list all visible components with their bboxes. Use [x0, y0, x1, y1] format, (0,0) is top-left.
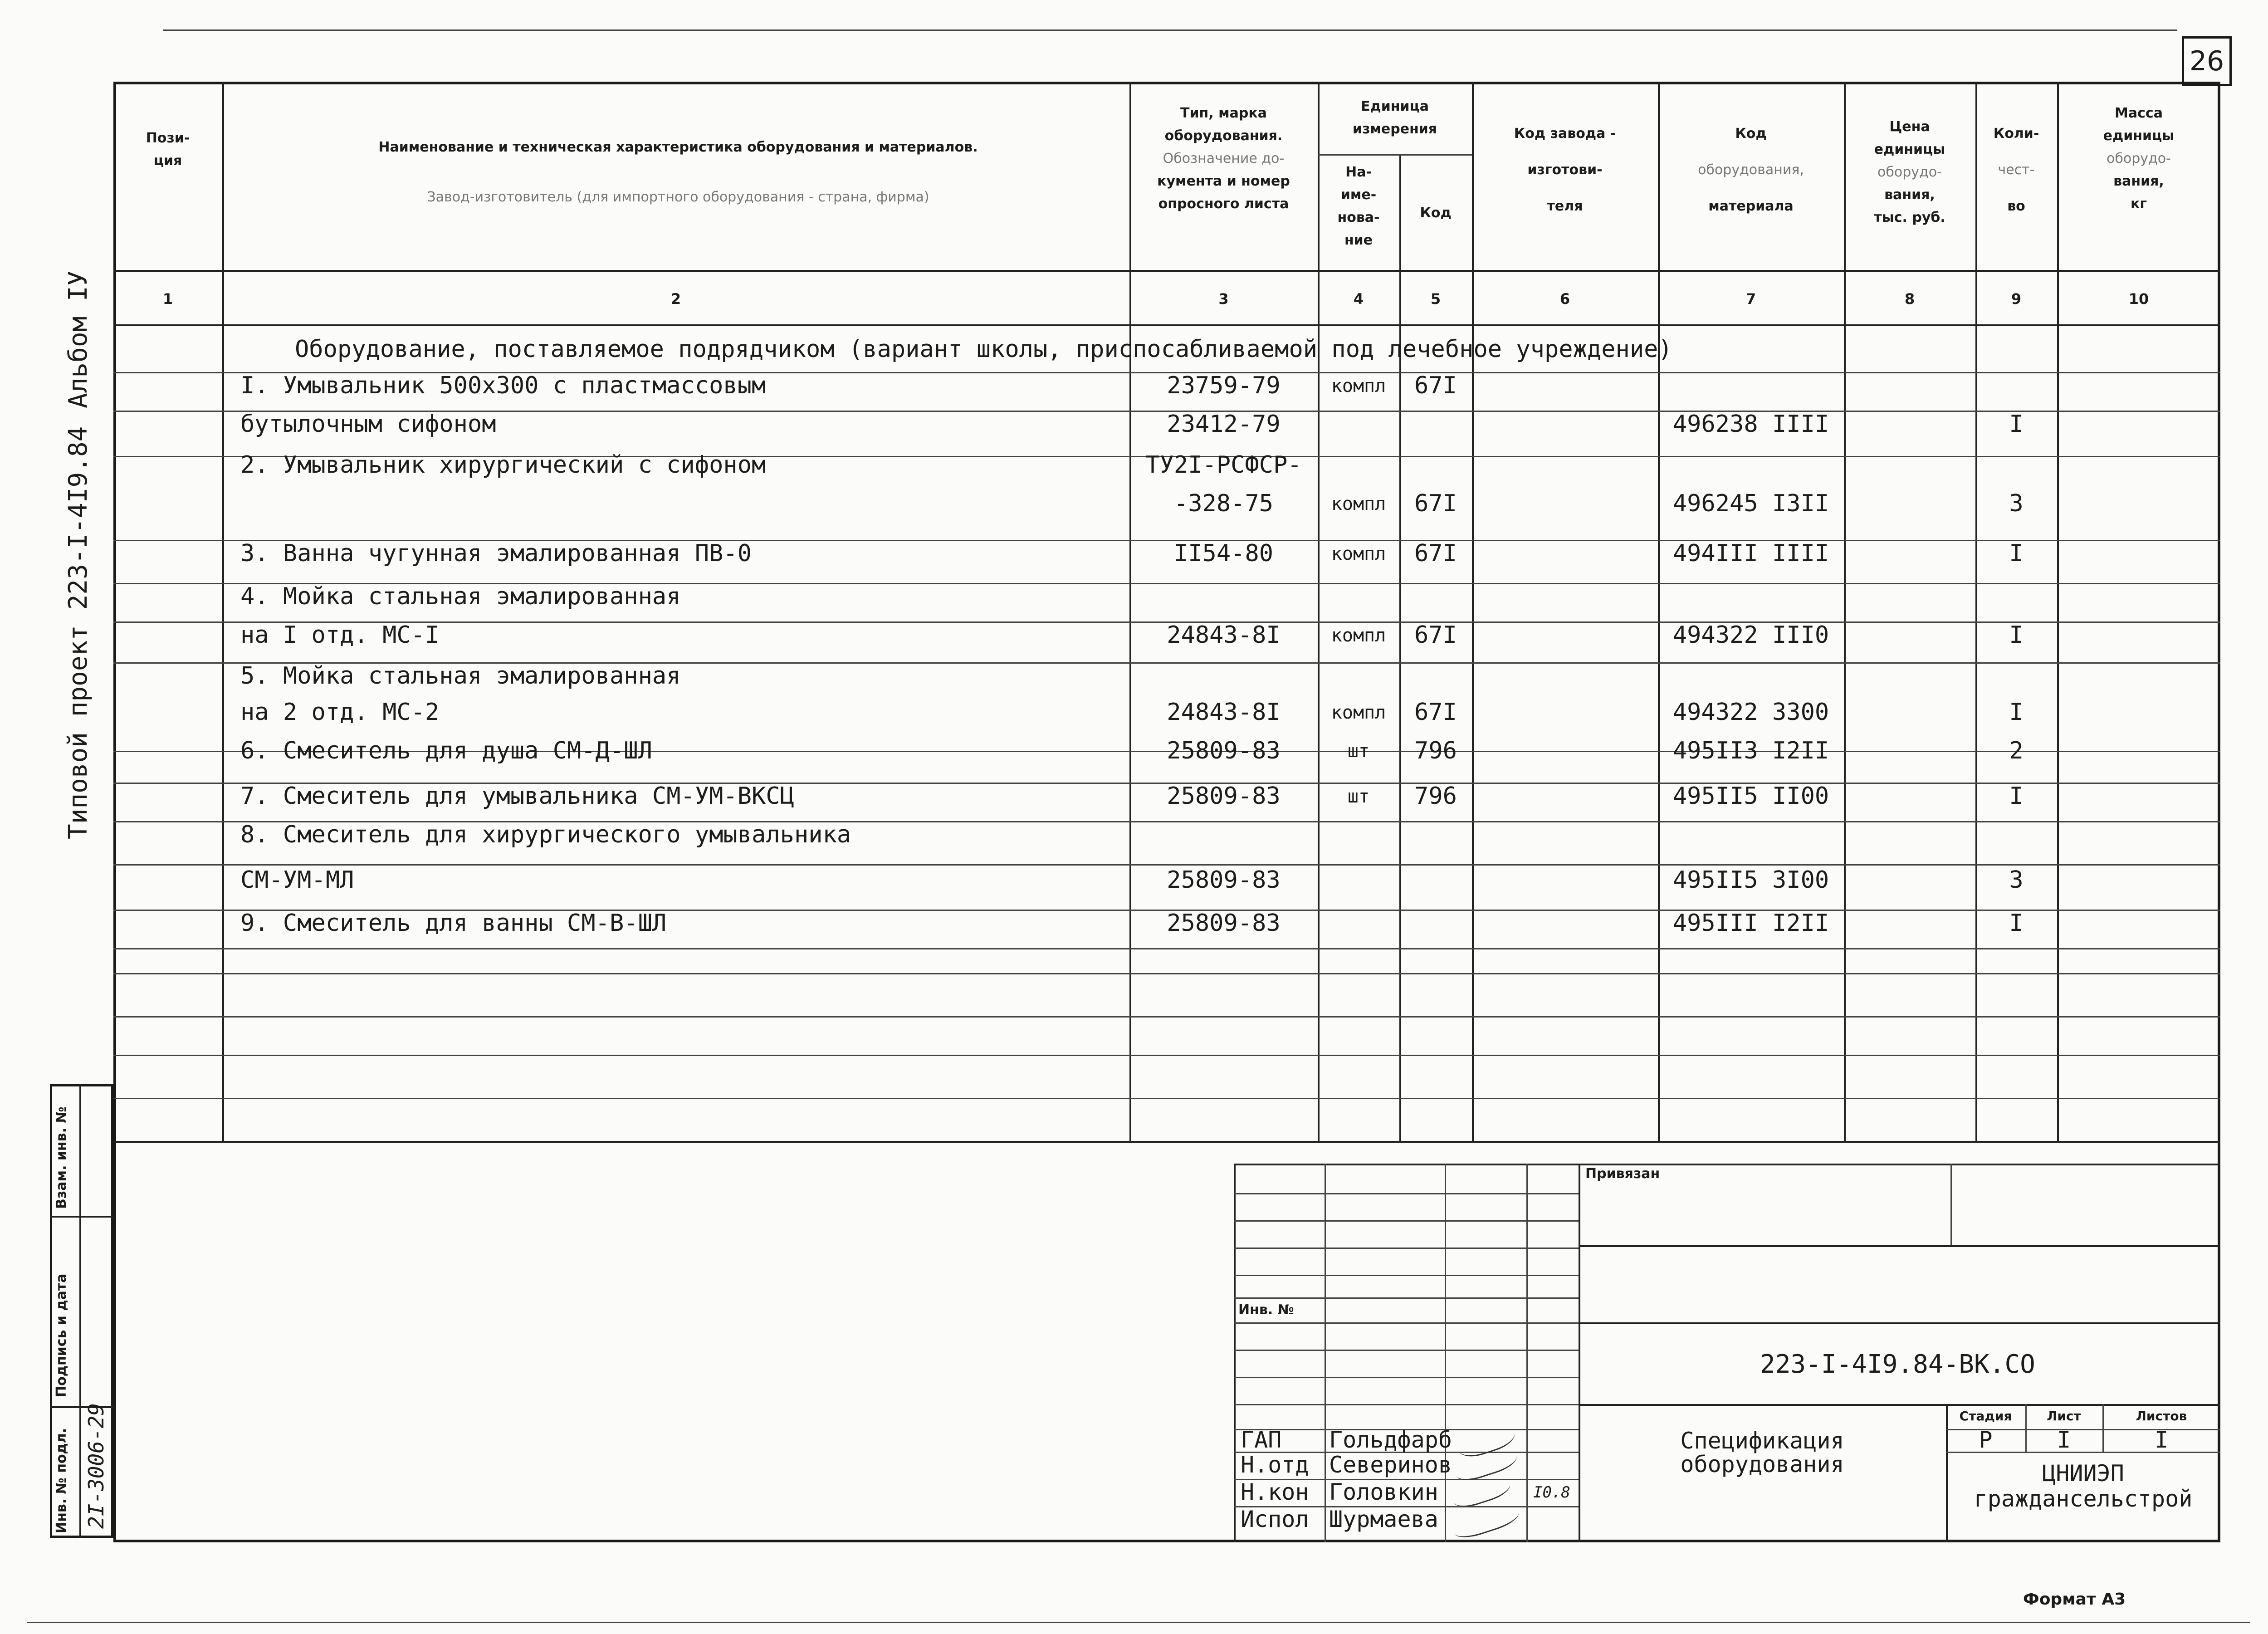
row-rule — [113, 948, 2220, 949]
row-type-doc: 23759-79 — [1167, 372, 1281, 399]
col-line — [1472, 82, 1474, 1141]
sheets-value: I — [2154, 1427, 2169, 1453]
row-unit-name — [1318, 910, 1399, 913]
row-name: на I отд. МС-I — [240, 621, 440, 649]
row-unit-name — [1318, 451, 1399, 455]
colnum-10: 10 — [2128, 290, 2149, 308]
col-line — [2057, 82, 2059, 1141]
stamp-rule — [1579, 1322, 2220, 1324]
sheet-number: 26 — [2189, 45, 2224, 77]
header-name: Наименование и техническая характеристика оборудования и материалов. Завод-изготовитель (для импортного оборудования - страна, фирма) — [378, 139, 978, 205]
privyazan-label: Привязан — [1585, 1166, 1660, 1182]
row-quantity: I — [2009, 699, 2024, 726]
row-type-doc: 25809-83 — [1167, 737, 1281, 764]
row-unit-name: компл — [1331, 494, 1386, 514]
row-name: 9. Смеситель для ванны СМ-В-ШЛ — [240, 910, 667, 937]
row-material-code: 494III IIII — [1672, 540, 1829, 567]
row-material-code: 494322 III0 — [1672, 621, 1829, 649]
row-material-code: 496238 IIII — [1672, 411, 1829, 438]
colnum-8: 8 — [1904, 290, 1915, 308]
row-unit-code: 67I — [1414, 490, 1457, 517]
header-position: Пози- ция — [146, 130, 190, 169]
row-unit-code: 67I — [1414, 540, 1457, 567]
stamp-row-rule — [1234, 1248, 1579, 1249]
row-unit-code: 796 — [1414, 783, 1457, 810]
colnum-2: 2 — [670, 290, 681, 308]
row-type-doc: 25809-83 — [1167, 910, 1281, 937]
row-name: СМ-УМ-МЛ — [240, 866, 354, 894]
top-rule — [163, 29, 2177, 31]
col-line — [1658, 82, 1660, 1141]
header-unit: Единица измерения — [1352, 98, 1437, 137]
row-material-code: 495II5 II00 — [1672, 783, 1829, 810]
sheet-title: Спецификация оборудования — [1680, 1428, 1844, 1477]
colnum-bottom-rule — [113, 324, 2220, 326]
row-quantity: 3 — [2009, 490, 2024, 517]
row-material-code: 495II5 3I00 — [1672, 866, 1829, 894]
row-name: 2. Умывальник хирургический с сифоном — [240, 451, 766, 479]
row-rule — [113, 1055, 2220, 1056]
row-unit-code: 67I — [1414, 621, 1457, 649]
inv-podl-label: Инв. № подл. — [54, 1428, 69, 1533]
format-label: Формат А3 — [2023, 1590, 2126, 1609]
stamp-row-rule — [1234, 1404, 1579, 1405]
row-quantity: I — [2009, 540, 2024, 567]
row-name: 5. Мойка стальная эмалированная — [240, 662, 681, 690]
row-type-doc: 24843-8I — [1167, 699, 1281, 726]
row-type-doc: -328-75 — [1173, 490, 1274, 517]
stamp-person-name: Головкин — [1329, 1479, 1438, 1505]
document-designation: 223-I-4I9.84-ВК.СО — [1760, 1350, 2035, 1379]
row-material-code: 495III I2II — [1672, 910, 1829, 937]
stamp-row-rule — [1234, 1350, 1579, 1351]
row-name: 6. Смеситель для душа СМ-Д-ШЛ — [240, 737, 652, 764]
row-rule — [113, 1098, 2220, 1099]
row-name: 7. Смеситель для умывальника СМ-УМ-ВКСЦ — [240, 783, 794, 810]
row-unit-name: компл — [1331, 625, 1386, 646]
header-unit-code: Код — [1420, 205, 1452, 221]
row-unit-name: шт — [1347, 786, 1370, 807]
stage-label: Стадия — [1959, 1409, 2012, 1424]
row-quantity: I — [2009, 910, 2024, 937]
stamp-person-name: Северинов — [1329, 1452, 1452, 1478]
stamp-col-main — [1579, 1164, 1580, 1542]
colnum-5: 5 — [1430, 290, 1441, 308]
stamp-person-name: Шурмаева — [1329, 1506, 1438, 1532]
left-stamp-row — [50, 1216, 113, 1218]
stamp-row-rule — [1234, 1377, 1579, 1378]
stamp-role: Н.кон — [1241, 1479, 1309, 1505]
row-type-doc: 23412-79 — [1167, 411, 1281, 438]
stamp-rule — [1950, 1164, 1952, 1245]
stamp-row-rule — [1234, 1297, 1579, 1299]
date-note: I0.8 — [1533, 1483, 1570, 1502]
row-type-doc: II54-80 — [1173, 540, 1274, 567]
row-type-doc: 25809-83 — [1167, 783, 1281, 810]
table-bottom-rule — [113, 1141, 2220, 1143]
row-material-code: 496245 I3II — [1672, 490, 1829, 517]
row-type-doc: 25809-83 — [1167, 866, 1281, 894]
row-quantity: I — [2009, 621, 2024, 649]
stamp-row-rule — [1234, 1220, 1579, 1222]
sheet-number-box — [2182, 36, 2232, 86]
stamp-person-name: Гольдфарб — [1329, 1427, 1452, 1453]
row-unit-code: 796 — [1414, 737, 1457, 764]
stamp-row-rule — [1234, 1322, 1579, 1324]
header-mass: Масса единицы оборудо- вания, кг — [2103, 105, 2175, 212]
inv-podl-value: 2I-3006-29 — [84, 1403, 108, 1529]
podpis-data-label: Подпись и дата — [54, 1273, 69, 1397]
row-unit-code: 67I — [1414, 699, 1457, 726]
row-quantity: I — [2009, 783, 2024, 810]
row-unit-name: шт — [1347, 741, 1370, 762]
header-bottom-rule — [113, 270, 2220, 272]
row-type-doc: ТУ2I-РСФСР- — [1145, 451, 1302, 479]
row-quantity: I — [2009, 411, 2024, 438]
colnum-4: 4 — [1353, 290, 1364, 308]
colnum-7: 7 — [1745, 290, 1756, 308]
header-material-code: Код оборудования, материала — [1698, 126, 1804, 214]
stamp-rule — [1579, 1245, 2220, 1247]
organization: ЦНИИЭП граждансельстрой — [1974, 1460, 2193, 1512]
row-type-doc: 24843-8I — [1167, 621, 1281, 649]
colnum-1: 1 — [162, 290, 173, 308]
col-line — [1975, 82, 1977, 1141]
sheets-label: Листов — [2136, 1409, 2187, 1424]
row-unit-name — [1318, 821, 1399, 825]
left-stamp-divider — [79, 1084, 81, 1538]
col-line — [1129, 82, 1131, 1141]
row-unit-name — [1318, 583, 1399, 587]
stage-value: Р — [1979, 1427, 1993, 1453]
row-unit-name — [1318, 662, 1399, 666]
sheet-label: Лист — [2047, 1409, 2081, 1424]
row-rule — [113, 973, 2220, 974]
col-line — [1844, 82, 1846, 1141]
row-unit-name: компл — [1331, 376, 1386, 396]
row-unit-code: 67I — [1414, 372, 1457, 399]
stamp-role: Испол — [1241, 1506, 1309, 1532]
header-price: Цена единицы оборудо- вания, тыс. руб. — [1874, 119, 1945, 225]
row-name: 3. Ванна чугунная эмалированная ПВ-0 — [240, 540, 752, 567]
header-factory-code: Код завода - изготови- теля — [1514, 126, 1616, 214]
row-name: бутылочным сифоном — [240, 411, 496, 438]
row-quantity: 2 — [2009, 737, 2024, 764]
colnum-6: 6 — [1559, 290, 1570, 308]
stamp-rule — [1579, 1404, 2220, 1406]
row-name: I. Умывальник 500х300 с пластмассовым — [240, 372, 766, 399]
bottom-rule — [27, 1622, 2250, 1623]
row-quantity: 3 — [2009, 866, 2024, 894]
header-type-doc: Тип, марка оборудования. Обозначение до- кумента и номер опросного листа — [1157, 105, 1290, 212]
row-name: 4. Мойка стальная эмалированная — [240, 583, 681, 610]
row-material-code: 495II3 I2II — [1672, 737, 1829, 764]
stamp-role: Н.отд — [1241, 1452, 1309, 1478]
colnum-9: 9 — [2011, 290, 2022, 308]
unit-header-rule — [1318, 154, 1472, 156]
row-rule — [113, 864, 2220, 866]
row-unit-name — [1318, 411, 1399, 414]
section-title: Оборудование, поставляемое подрядчиком (вариант школы, приспосабливаемой под лечебное учреждение) — [295, 336, 1672, 363]
colnum-3: 3 — [1218, 290, 1229, 308]
inv-no-label: Инв. № — [1238, 1302, 1294, 1318]
row-name: на 2 отд. МС-2 — [240, 699, 440, 726]
row-name: 8. Смеситель для хирургического умывальника — [240, 821, 851, 848]
col-line — [222, 82, 224, 1141]
stamp-row-rule — [1234, 1275, 1579, 1276]
row-unit-name: компл — [1331, 702, 1386, 723]
header-quantity: Коли- чест- во — [1993, 126, 2039, 214]
album-label: Альбом IУ — [64, 270, 93, 408]
project-label: Типовой проект 223-I-4I9.84 — [64, 426, 93, 839]
vzam-inv-label: Взам. инв. № — [54, 1106, 69, 1209]
sheet-value: I — [2057, 1427, 2071, 1453]
row-material-code: 494322 3300 — [1672, 699, 1829, 726]
header-unit-name: На- име- нова- ние — [1337, 164, 1380, 248]
row-unit-name: компл — [1331, 543, 1386, 564]
row-rule — [113, 1016, 2220, 1018]
stamp-role: ГАП — [1241, 1427, 1282, 1453]
stamp-row-rule — [1234, 1193, 1579, 1194]
stamp-top-rule — [1234, 1164, 2220, 1165]
row-unit-name — [1318, 866, 1399, 870]
